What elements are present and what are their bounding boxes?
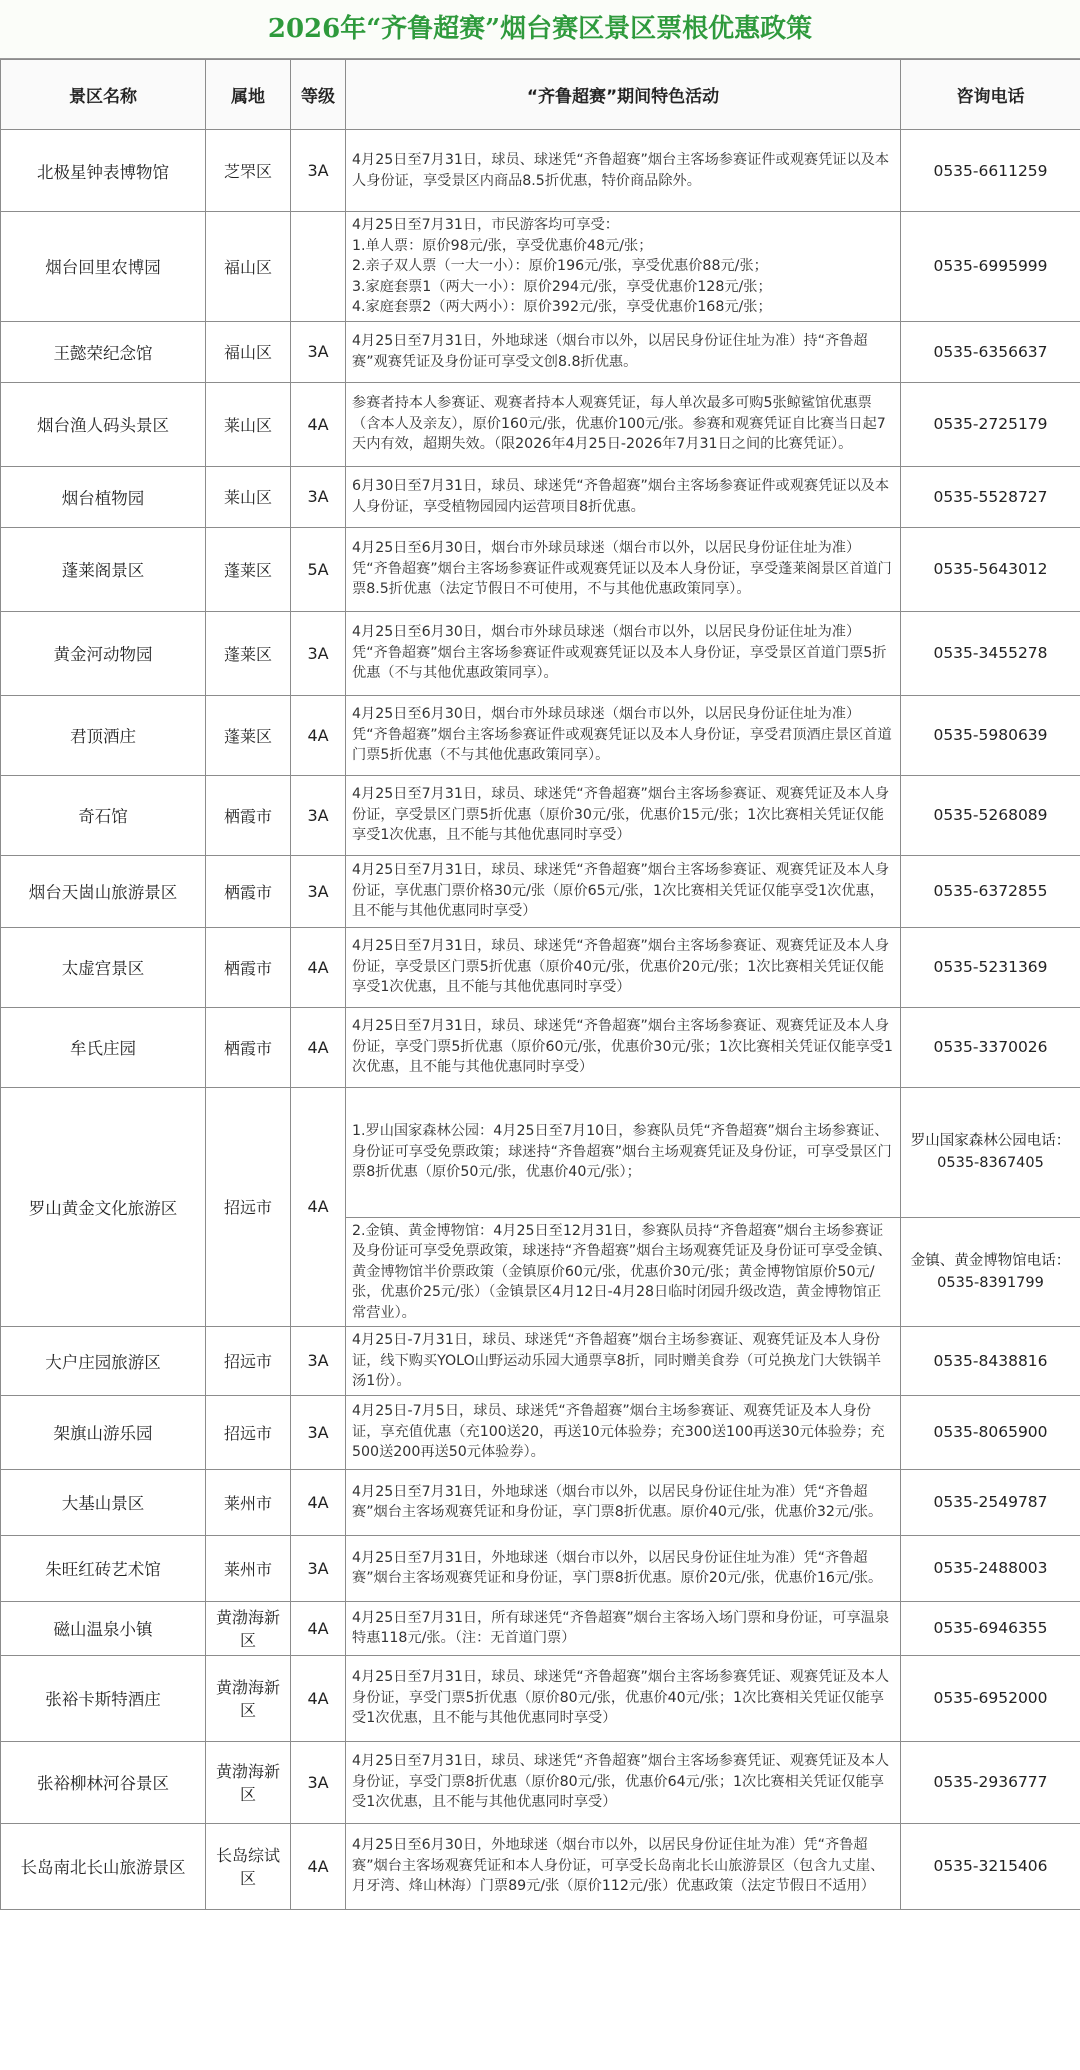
activity-text: 4月25日至6月30日，外地球迷（烟台市以外，以居民身份证住址为准）凭“齐鲁超赛”烟台主客场观赛凭证和本人身份证，可享受长岛南北长山旅游景区（包含九丈崖、月牙湾、烽山林海）门票89元/张（原价112元/张）优惠政策（法定节假日不适用） xyxy=(346,1823,901,1909)
scenic-name: 罗山黄金文化旅游区 xyxy=(1,1087,206,1327)
table-row xyxy=(1,1469,1080,1535)
page-title: 2026年“齐鲁超赛”烟台赛区景区票根优惠政策 xyxy=(0,0,1080,59)
district: 福山区 xyxy=(206,212,291,322)
scenic-name: 张裕柳林河谷景区 xyxy=(1,1741,206,1823)
phone-number: 0535-5268089 xyxy=(901,775,1080,855)
level: 3A xyxy=(291,775,346,855)
activity-text: 4月25日至7月31日，球员、球迷凭“齐鲁超赛”烟台主客场参赛凭证、观赛凭证及本人身份证，享受门票8折优惠（原价80元/张，优惠价64元/张；1次比赛相关凭证仅能享受1次优惠，且不能与其他优惠同时享受） xyxy=(346,1741,901,1823)
scenic-name: 烟台植物园 xyxy=(1,466,206,527)
phone-number: 0535-6356637 xyxy=(901,321,1080,382)
activity-text: 4月25日至7月31日，球员、球迷凭“齐鲁超赛”烟台主客场参赛凭证、观赛凭证及本人身份证，享受门票5折优惠（原价80元/张，优惠价40元/张；1次比赛相关凭证仅能享受1次优惠，且不能与其他优惠同时享受） xyxy=(346,1655,901,1741)
header-name: 景区名称 xyxy=(1,60,206,130)
phone-number: 0535-6946355 xyxy=(901,1601,1080,1655)
level: 4A xyxy=(291,1007,346,1087)
activity-text: 6月30日至7月31日，球员、球迷凭“齐鲁超赛”烟台主客场参赛证件或观赛凭证以及本人身份证，享受植物园园内运营项目8折优惠。 xyxy=(346,466,901,527)
district: 黄渤海新区 xyxy=(206,1741,291,1823)
phone-number: 0535-6372855 xyxy=(901,855,1080,927)
table-row xyxy=(1,130,1080,212)
district: 栖霞市 xyxy=(206,1007,291,1087)
district: 福山区 xyxy=(206,321,291,382)
activity-text: 4月25日至7月31日，球员、球迷凭“齐鲁超赛”烟台主客场参赛证件或观赛凭证以及本人身份证，享受景区内商品8.5折优惠，特价商品除外。 xyxy=(346,130,901,212)
phone-number: 0535-6995999 xyxy=(901,212,1080,322)
activity-text: 1.罗山国家森林公园：4月25日至7月10日，参赛队员凭“齐鲁超赛”烟台主场参赛证、身份证可享受免票政策；球迷持“齐鲁超赛”烟台主场观赛凭证及身份证，可享受景区门票8折优惠（原价50元/张，优惠价40元/张）； xyxy=(346,1087,901,1217)
phone-number: 0535-6952000 xyxy=(901,1655,1080,1741)
activity-text: 4月25日至7月31日，市民游客均可享受： 1.单人票：原价98元/张，享受优惠价48元/张； 2.亲子双人票（一大一小）：原价196元/张，享受优惠价88元/张； 3.家庭套票1（两大一小）：原价294元/张，享受优惠价128元/张； 4.家庭套票2（两大两小）：原价392元/张，享受优惠价168元/张； xyxy=(346,212,901,322)
phone-number: 0535-8065900 xyxy=(901,1395,1080,1469)
level: 3A xyxy=(291,130,346,212)
district: 蓬莱区 xyxy=(206,695,291,775)
scenic-name: 蓬莱阁景区 xyxy=(1,527,206,611)
phone-number: 罗山国家森林公园电话：0535-8367405 xyxy=(901,1087,1080,1217)
phone-number: 0535-2725179 xyxy=(901,382,1080,466)
phone-number: 0535-5231369 xyxy=(901,927,1080,1007)
table-row xyxy=(1,466,1080,527)
scenic-name: 奇石馆 xyxy=(1,775,206,855)
district: 莱山区 xyxy=(206,466,291,527)
activity-text: 2.金镇、黄金博物馆：4月25日至12月31日，参赛队员持“齐鲁超赛”烟台主场参赛证及身份证可享受免票政策，球迷持“齐鲁超赛”烟台主场观赛凭证及身份证可享受金镇、黄金博物馆半价票政策（金镇原价60元/张，优惠价30元/张；黄金博物馆原价50元/张，优惠价25元/张）（金镇景区4月12日-4月28日临时闭园升级改造，黄金博物馆正常营业）。 xyxy=(346,1217,901,1327)
activity-text: 4月25日至7月31日，球员、球迷凭“齐鲁超赛”烟台主客场参赛证、观赛凭证及本人身份证，享受景区门票5折优惠（原价40元/张，优惠价20元/张；1次比赛相关凭证仅能享受1次优惠，且不能与其他优惠同时享受） xyxy=(346,927,901,1007)
scenic-name: 烟台渔人码头景区 xyxy=(1,382,206,466)
table-row xyxy=(1,855,1080,927)
phone-number: 0535-6611259 xyxy=(901,130,1080,212)
table-row xyxy=(1,1741,1080,1823)
table-row xyxy=(1,775,1080,855)
table-row xyxy=(1,1395,1080,1469)
district: 长岛综试区 xyxy=(206,1823,291,1909)
table-row xyxy=(1,927,1080,1007)
scenic-name: 朱旺红砖艺术馆 xyxy=(1,1535,206,1601)
level: 4A xyxy=(291,927,346,1007)
level xyxy=(291,212,346,322)
level: 3A xyxy=(291,611,346,695)
level: 4A xyxy=(291,1601,346,1655)
scenic-name: 长岛南北长山旅游景区 xyxy=(1,1823,206,1909)
table-row xyxy=(1,1327,1080,1396)
level: 3A xyxy=(291,1741,346,1823)
header-level: 等级 xyxy=(291,60,346,130)
district: 莱州市 xyxy=(206,1469,291,1535)
scenic-name: 君顶酒庄 xyxy=(1,695,206,775)
level: 3A xyxy=(291,855,346,927)
phone-number: 0535-2936777 xyxy=(901,1741,1080,1823)
header-activity: “齐鲁超赛”期间特色活动 xyxy=(346,60,901,130)
phone-number: 0535-5980639 xyxy=(901,695,1080,775)
activity-text: 4月25日-7月31日，球员、球迷凭“齐鲁超赛”烟台主场参赛证、观赛凭证及本人身份证，线下购买YOLO山野运动乐园大通票享8折，同时赠美食券（可兑换龙门大铁锅羊汤1份）。 xyxy=(346,1327,901,1396)
level: 4A xyxy=(291,382,346,466)
activity-text: 4月25日至6月30日，烟台市外球员球迷（烟台市以外，以居民身份证住址为准）凭“齐鲁超赛”烟台主客场参赛证件或观赛凭证以及本人身份证，享受景区首道门票5折优惠（不与其他优惠政策同享）。 xyxy=(346,611,901,695)
phone-number: 金镇、黄金博物馆电话：0535-8391799 xyxy=(901,1217,1080,1327)
district: 招远市 xyxy=(206,1087,291,1327)
phone-number: 0535-3455278 xyxy=(901,611,1080,695)
table-row xyxy=(1,321,1080,382)
table-row xyxy=(1,1655,1080,1741)
activity-text: 4月25日至6月30日，烟台市外球员球迷（烟台市以外，以居民身份证住址为准）凭“齐鲁超赛”烟台主客场参赛证件或观赛凭证以及本人身份证，享受君顶酒庄景区首道门票5折优惠（不与其他优惠政策同享）。 xyxy=(346,695,901,775)
activity-text: 4月25日至7月31日，球员、球迷凭“齐鲁超赛”烟台主客场参赛证、观赛凭证及本人身份证，享受门票5折优惠（原价60元/张，优惠价30元/张；1次比赛相关凭证仅能享受1次优惠，且不能与其他优惠同时享受） xyxy=(346,1007,901,1087)
table-row xyxy=(1,527,1080,611)
table-row xyxy=(1,382,1080,466)
scenic-name: 大基山景区 xyxy=(1,1469,206,1535)
district: 栖霞市 xyxy=(206,927,291,1007)
district: 莱山区 xyxy=(206,382,291,466)
activity-text: 4月25日至7月31日，所有球迷凭“齐鲁超赛”烟台主客场入场门票和身份证，可享温泉特惠118元/张。（注：无首道门票） xyxy=(346,1601,901,1655)
scenic-name: 烟台回里农博园 xyxy=(1,212,206,322)
activity-text: 参赛者持本人参赛证、观赛者持本人观赛凭证，每人单次最多可购5张鲸鲨馆优惠票（含本人及亲友），原价160元/张，优惠价100元/张。参赛和观赛凭证自比赛当日起7天内有效，超期失效。（限2026年4月25日-2026年7月31日之间的比赛凭证）。 xyxy=(346,382,901,466)
level: 4A xyxy=(291,1087,346,1327)
level: 4A xyxy=(291,1469,346,1535)
phone-number: 0535-3370026 xyxy=(901,1007,1080,1087)
activity-text: 4月25日至7月31日，外地球迷（烟台市以外，以居民身份证住址为准）凭“齐鲁超赛”烟台主客场观赛凭证和身份证，享门票8折优惠。原价40元/张，优惠价32元/张。 xyxy=(346,1469,901,1535)
scenic-name: 烟台天崮山旅游景区 xyxy=(1,855,206,927)
level: 3A xyxy=(291,321,346,382)
table-row xyxy=(1,1087,1080,1217)
header-phone: 咨询电话 xyxy=(901,60,1080,130)
phone-number: 0535-8438816 xyxy=(901,1327,1080,1396)
table-row xyxy=(1,1007,1080,1087)
phone-number: 0535-2488003 xyxy=(901,1535,1080,1601)
district: 芝罘区 xyxy=(206,130,291,212)
header-district: 属地 xyxy=(206,60,291,130)
level: 3A xyxy=(291,466,346,527)
phone-number: 0535-3215406 xyxy=(901,1823,1080,1909)
district: 蓬莱区 xyxy=(206,527,291,611)
table-body xyxy=(1,130,1080,1910)
activity-text: 4月25日至7月31日，外地球迷（烟台市以外，以居民身份证住址为准）凭“齐鲁超赛”烟台主客场观赛凭证和身份证，享门票8折优惠。原价20元/张，优惠价16元/张。 xyxy=(346,1535,901,1601)
phone-number: 0535-2549787 xyxy=(901,1469,1080,1535)
level: 4A xyxy=(291,1823,346,1909)
level: 4A xyxy=(291,1655,346,1741)
table-row xyxy=(1,1601,1080,1655)
scenic-name: 架旗山游乐园 xyxy=(1,1395,206,1469)
table-row xyxy=(1,212,1080,322)
phone-number: 0535-5528727 xyxy=(901,466,1080,527)
table-row xyxy=(1,611,1080,695)
district: 黄渤海新区 xyxy=(206,1601,291,1655)
activity-text: 4月25日至7月31日，球员、球迷凭“齐鲁超赛”烟台主客场参赛证、观赛凭证及本人身份证，享受景区门票5折优惠（原价30元/张，优惠价15元/张；1次比赛相关凭证仅能享受1次优惠，且不能与其他优惠同时享受） xyxy=(346,775,901,855)
activity-text: 4月25日至6月30日，烟台市外球员球迷（烟台市以外，以居民身份证住址为准）凭“齐鲁超赛”烟台主客场参赛证件或观赛凭证以及本人身份证，享受蓬莱阁景区首道门票8.5折优惠（法定节假日不可使用，不与其他优惠政策同享）。 xyxy=(346,527,901,611)
district: 招远市 xyxy=(206,1327,291,1396)
level: 3A xyxy=(291,1395,346,1469)
scenic-name: 磁山温泉小镇 xyxy=(1,1601,206,1655)
scenic-name: 北极星钟表博物馆 xyxy=(1,130,206,212)
table-header-row xyxy=(1,60,1080,130)
table-row xyxy=(1,1823,1080,1909)
scenic-name: 大户庄园旅游区 xyxy=(1,1327,206,1396)
district: 栖霞市 xyxy=(206,855,291,927)
level: 4A xyxy=(291,695,346,775)
activity-text: 4月25日至7月31日，球员、球迷凭“齐鲁超赛”烟台主客场参赛证、观赛凭证及本人身份证，享优惠门票价格30元/张（原价65元/张，1次比赛相关凭证仅能享受1次优惠，且不能与其他优惠同时享受） xyxy=(346,855,901,927)
scenic-name: 王懿荣纪念馆 xyxy=(1,321,206,382)
phone-number: 0535-5643012 xyxy=(901,527,1080,611)
level: 3A xyxy=(291,1535,346,1601)
policy-table xyxy=(0,59,1080,1910)
activity-text: 4月25日-7月5日，球员、球迷凭“齐鲁超赛”烟台主场参赛证、观赛凭证及本人身份证，享充值优惠（充100送20，再送10元体验券；充300送100再送30元体验券；充500送200再送50元体验券）。 xyxy=(346,1395,901,1469)
activity-text: 4月25日至7月31日，外地球迷（烟台市以外，以居民身份证住址为准）持“齐鲁超赛”观赛凭证及身份证可享受文创8.8折优惠。 xyxy=(346,321,901,382)
scenic-name: 太虚宫景区 xyxy=(1,927,206,1007)
table-row xyxy=(1,1535,1080,1601)
district: 莱州市 xyxy=(206,1535,291,1601)
table-row xyxy=(1,695,1080,775)
scenic-name: 黄金河动物园 xyxy=(1,611,206,695)
scenic-name: 牟氏庄园 xyxy=(1,1007,206,1087)
district: 栖霞市 xyxy=(206,775,291,855)
district: 蓬莱区 xyxy=(206,611,291,695)
level: 5A xyxy=(291,527,346,611)
level: 3A xyxy=(291,1327,346,1396)
scenic-name: 张裕卡斯特酒庄 xyxy=(1,1655,206,1741)
district: 招远市 xyxy=(206,1395,291,1469)
district: 黄渤海新区 xyxy=(206,1655,291,1741)
